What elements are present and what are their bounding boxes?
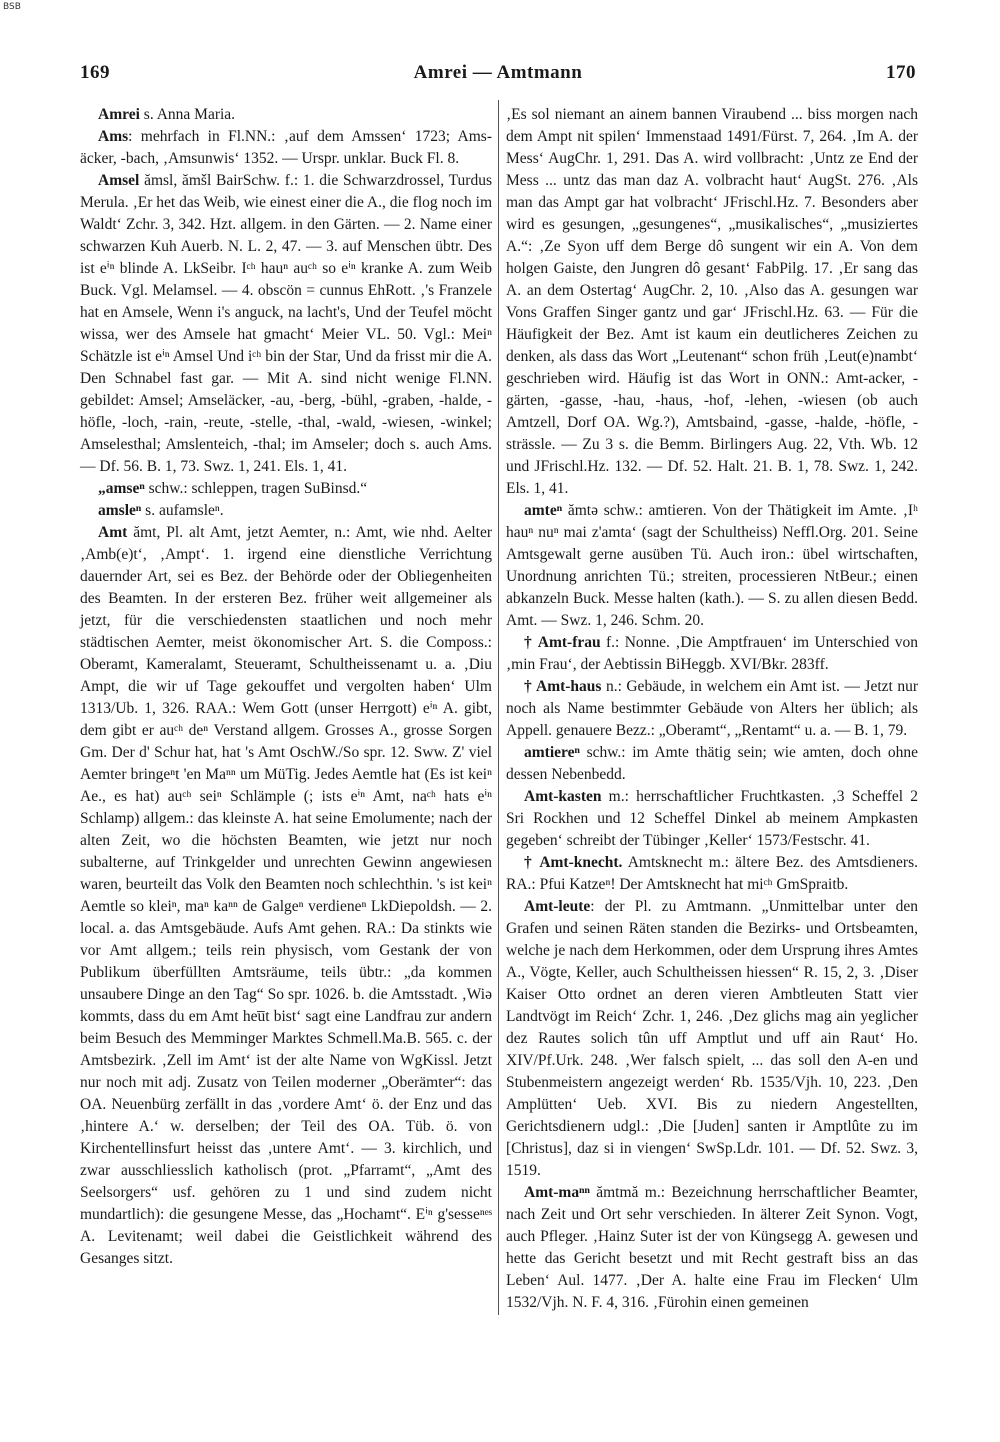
entry-headword: amtiereⁿ (524, 744, 580, 761)
entry-text: s. Anna Maria. (139, 106, 236, 123)
dictionary-entry (80, 500, 492, 522)
library-stamp: BSB (3, 2, 21, 12)
entry-text: ămtə schw.: amtieren. Von der Thätigkeit im Amte. ‚Iʰ hauⁿ nuⁿ mai z'amta‘ (sagt der Schultheiss) Neffl.Org. 201. Seine Amtsgewalt gerne ausüben Tü. Auch iron.: übel wirtschaften, Unordnung anrichten Tü.; streiten, processieren NtBeur.; einen abkanzeln Buck. Messe halten (kath.). — S. zu allen diesen Bedd. Amt. — Swz. 1, 246. Schm. 20. (506, 502, 918, 629)
dictionary-entry (506, 742, 918, 786)
entry-headword: amsleⁿ (98, 502, 142, 519)
dictionary-entry (506, 1182, 918, 1314)
entry-text: ămsl, ămšl BairSchw. f.: 1. die Schwarzdrossel, Turdus Merula. ‚Er het das Weib, wie einest einer die A., die flog noch im Waldt‘ Zchr. 3, 342. Hzt. allgem. in den Gärten. — 2. Name einer schwarzen Kuh Auerb. N. L. 2, 47. — 3. auf Menschen übtr. Des ist eⁱⁿ blinde A. LkSeibr. Iᶜʰ hauⁿ auᶜʰ so eⁱⁿ kranke A. zum Weib Buck. Vgl. Melamsel. — 4. obscön = cunnus EhRott. ‚'s Franzele hat en Amsele, Wenn i's anguck, na lacht's, Und der Teufel möcht wissa, wer des Amsele hat gmacht‘ Meier VL. 50. Vgl.: Meiⁿ Schätzle ist eⁱⁿ Amsel Und iᶜʰ bin der Star, Und da frisst mir die A. Den Schnabel fast gar. — Mit A. sind nicht wenige Fl.NN. gebildet: Amsel; Amseläcker, -au, -berg, -bühl, -graben, -halde, -höfle, -loch, -rain, -reute, -stelle, -thal, -wald, -wiesen, -winkel; Amselesthal; Amslenteich, -thal; im Amseler; doch s. auch Ams. — Df. 56. B. 1, 73. Swz. 1, 241. Els. 1, 41. (80, 172, 492, 475)
entry-headword: Ams (98, 128, 129, 145)
entry-text: n.: Gebäude, in welchem ein Amt ist. — Jetzt nur noch als Name bestimmter Gebäude von Alters her üblich; als Appell. genauere Bezz.: „Oberamt“, „Rentamt“ u. a. — B. 1, 79. (506, 678, 918, 739)
dictionary-entry (80, 104, 492, 126)
dictionary-entry (506, 632, 918, 676)
dictionary-entry (80, 522, 492, 1270)
page-number-left: 169 (80, 62, 110, 83)
page-number-right: 170 (886, 62, 916, 83)
left-column (80, 104, 492, 1270)
dictionary-entry (80, 170, 492, 478)
dictionary-entry (506, 676, 918, 742)
column-divider (498, 100, 499, 1315)
page-header (80, 62, 916, 86)
entry-headword: Amt-maⁿⁿ (524, 1184, 590, 1201)
entry-headword: † Amt-frau (524, 634, 601, 651)
entry-text: schw.: schleppen, tragen SuBinsd.“ (144, 480, 368, 497)
entry-headword: Amsel (98, 172, 140, 189)
entry-headword: Amrei (98, 106, 140, 123)
dictionary-entry (506, 896, 918, 1182)
dictionary-entry (506, 104, 918, 500)
dictionary-entry (80, 126, 492, 170)
entry-text: ămtmă m.: Bezeichnung herrschaftlicher Beamter, nach Zeit und Ort sehr verschieden. In älterer Zeit Synon. Vogt, auch Pfleger. ‚Hainz Suter ist der von Küngsegg A. gewesen und hette das Gericht besetzt und mit Recht gestraft biss an das Leben‘ Aul. 1477. ‚Der A. halte eine Frau im Flecken‘ Ulm 1532/Vjh. N. F. 4, 316. ‚Fürohin einen gemeinen (506, 1184, 918, 1311)
entry-text: ămt, Pl. alt Amt, jetzt Aemter, n.: Amt, wie nhd. Aelter ‚Amb(e)t‘, ‚Ampt‘. 1. irgend eine dienstliche Verrichtung dauernder Art, sei es Bez. der Behörde oder der Obliegenheiten des Beamten. In der ersteren Bez. früher weit allgemeiner als jetzt, für die verschiedensten staatlichen und noch mehr städtischen Aemter, meist ökonomischer Art. S. die Composs.: Oberamt, Kameralamt, Steueramt, Schultheissenamt u. a. ‚Diu Ampt, die wir uf Tage gekouffet und vergolten haben‘ Ulm 1313/Ub. 1, 326. RAA.: Wem Gott (unser Herrgott) eⁱⁿ A. gibt, dem gibt er auᶜʰ deⁿ Verstand allgem. Grosses A., grosse Sorgen Gm. Der d' Schur hat, hat 's Amt OschW./So spr. 12. Sww. Z' viel Aemter bringeⁿt 'en Maⁿⁿ um MüTig. Jedes Aemtle hat (Es ist keiⁿ Ae., es hat) auᶜʰ seiⁿ Schlämple (; ists eⁱⁿ Amt, naᶜʰ hats eⁱⁿ Schlamp) allgem.: das kleinste A. hat seine Emolumente; nach der alten Zeit, wo die höchsten Beamten, wie jetzt nur noch subalterne, auf Trinkgelder und unrechten Gewinn angewiesen waren, beurteilt das Volk den Beamten noch schlechthin. 's ist keiⁿ Aemtle so kleiⁿ, maⁿ kaⁿⁿ de Galgeⁿ verdieneⁿ LkDiepoldsh. — 2. local. a. das Amtsgebäude. Aufs Amt gehen. RA.: Da stinkts wie vor Amt allgem.; teils rein physisch, vom Gestank der von Publikum überfüllten Amtsräume, teils übtr.: „da kommen unsaubere Dinge an den Tag“ So spr. 1026. b. die Amtsstadt. ‚Wiə kommts, dass du em Amt heu̅t bist‘ sagt eine Landfrau zur andern beim Besuch des Memminger Marktes Schmell.Ma.B. 565. c. der Amtsbezirk. ‚Zell im Amt‘ ist der alte Name von WgKissl. Jetzt nur noch mit adj. Zusatz von Teilen moderner „Oberämter“: das OA. Neuenbürg zerfällt in das ‚vordere Amt‘ ö. der Enz und das ‚hintere A.‘ w. derselben; der Teil des OA. Tüb. ö. von Kirchentellinsfurt heisst das ‚untere Amt‘. — 3. kirchlich, und zwar ausschliesslich katholisch (prot. „Pfarramt“, „Amt des Seelsorgers“ usf. gehören zu 1 und sind zudem nicht mundartlich): die gesungene Messe, das „Hochamt“. Eⁱⁿ g'sesseⁿᵉˢ A. Levitenamt; weil dabei die Geistlichkeit während des Gesanges sitzt. (80, 524, 492, 1267)
entry-text: m.: herrschaftlicher Fruchtkasten. ‚3 Scheffel 2 Sri Rockhen und 12 Scheffel Dinkel ab meinem Ampkasten gegeben‘ schreibt der Tübinger ‚Keller‘ 1573/Festschr. 41. (506, 788, 918, 849)
dictionary-entry (506, 786, 918, 852)
entry-text: ‚Es sol niemant an ainem bannen Viraubend ... biss morgen nach dem Ampt nit spilen‘ Immenstaad 1491/Fürst. 7, 264. ‚Im A. der Mess‘ AugChr. 1, 291. Das A. wird vollbracht: ‚Untz ze End der Mess ... untz das man daz A. volbracht haut‘ AugSt. 276. ‚Als man das Ampt gar hat volbracht‘ JFrischl.Hz. 7. Besonders aber wird es gesungen, „gesungenes“, „musikalisches“, „musiziertes A.“: ‚Ze Syon uff dem Berge dô sungent wir ein A. Von dem holgen Gaiste, den Jungren dô gesant‘ FabPilg. 17. ‚Er sang das A. an dem Ostertag‘ AugChr. 2, 10. ‚Also das A. gesungen war Vons Graffen Singer gantz und gar‘ JFrischl.Hz. 63. — Für die Häufigkeit der Bez. Amt ist kaum ein deutlicheres Zeichen zu denken, als dass das Wort „Leutenant“ schon früh ‚Leut(e)nambt‘ geschrieben wird. Häufig ist das Wort in ONN.: Amt-acker, -gärten, -gasse, -hau, -haus, -hof, -lehen, -wiesen (ob auch Amtzell, Dorf OA. Wg.?), Amtsbaind, -gasse, -halde, -höfle, -strässle. — Zu 3 s. die Bemm. Birlingers Aug. 22, Vth. Wb. 12 und JFrischl.Hz. 132. — Df. 52. Halt. 21. B. 1, 78. Swz. 1, 242. Els. 1, 41. (506, 106, 918, 497)
right-column (506, 104, 918, 1314)
entry-headword: „amseⁿ (98, 480, 145, 497)
dictionary-entry (506, 500, 918, 632)
entry-text: Amtsknecht m.: ältere Bez. des Amtsdieners. RA.: Pfui Katzeⁿ! Der Amtsknecht hat miᶜʰ GmSpraitb. (506, 854, 918, 893)
entry-headword: † Amt-knecht. (524, 854, 623, 871)
entry-text: : mehrfach in Fl.NN.: ‚auf dem Amssen‘ 1723; Ams-äcker, -bach, ‚Amsunwis‘ 1352. — Urspr. unklar. Buck Fl. 8. (80, 128, 492, 167)
entry-headword: † Amt-haus (524, 678, 602, 695)
entry-text: f.: Nonne. ‚Die Amptfrauen‘ im Unterschied von ‚min Frau‘, der Aebtissin BiHeggb. XVI/Bkr. 283ff. (506, 634, 918, 673)
entry-headword: amteⁿ (524, 502, 563, 519)
dictionary-entry (506, 852, 918, 896)
entry-headword: Amt-leute (524, 898, 591, 915)
entry-headword: Amt-kasten (524, 788, 602, 805)
entry-text: : der Pl. zu Amtmann. „Unmittelbar unter den Grafen und seinen Räten standen die Bezirks- und Ortsbeamten, welche je nach dem Herkommen, oder dem Ursprung ihres Amtes A., Vögte, Keller, auch Schultheissen hiessen“ R. 15, 2, 3. ‚Diser Kaiser Otto ordnet an deren vieren Ambtleuten Statt vier Landtvögt im Reich‘ Zchr. 1, 246. ‚Dez glichs mag ain yeglicher dez Rautes solich tûn uff Amptlut und uff ain Raut‘ Ho. XIV/Pf.Urk. 248. ‚Wer falsch spielt, ... das soll den A-en und Stubenmeistern angezeigt werden‘ Rb. 1535/Vjh. 10, 223. ‚Den Amplütten‘ Ueb. XVI. Bis zu niedern Angestellten, Gerichtsdienern udgl.: ‚Die [Juden] santen ir Amptlûte zu im [Christus], daz si in viengen‘ SwSp.Ldr. 101. — Df. 52. Swz. 3, 1519. (506, 898, 918, 1179)
entry-text: schw.: im Amte thätig sein; wie amten, doch ohne dessen Nebenbedd. (506, 744, 918, 783)
entry-headword: Amt (98, 524, 128, 541)
running-title: Amrei — Amtmann (413, 62, 583, 83)
dictionary-entry (80, 478, 492, 500)
entry-text: s. aufamsleⁿ. (141, 502, 224, 519)
